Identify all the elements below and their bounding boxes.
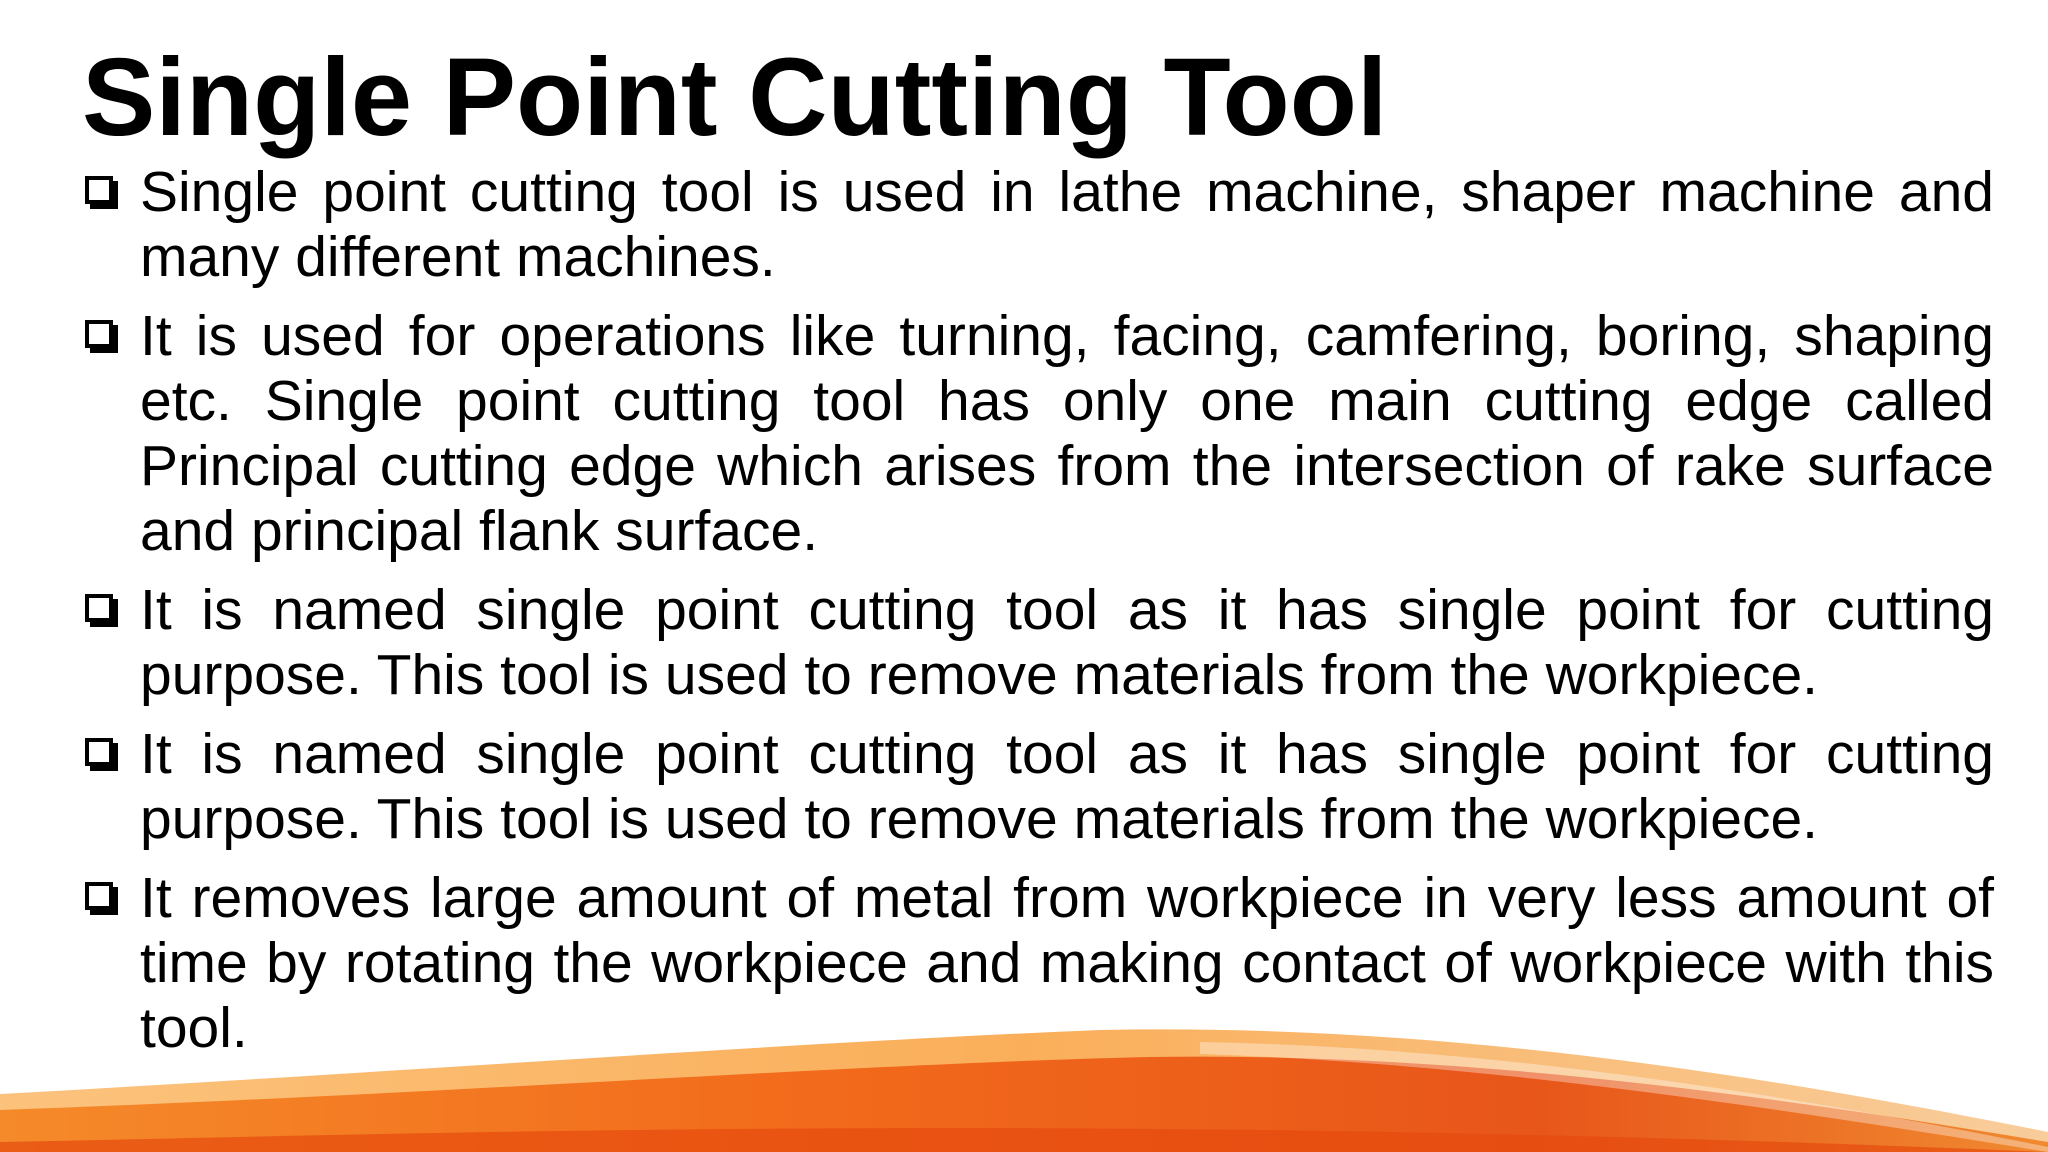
- bullet-item: [82, 304, 1994, 564]
- hollow-square-bullet-icon: [85, 176, 113, 204]
- slide-title: Single Point Cutting Tool: [82, 36, 1388, 159]
- bullet-text: It removes large amount of metal from workpiece in very less amount of time by rotating the workpiece and making contact of workpiece with this tool.: [140, 866, 1994, 1060]
- bullet-item: [82, 722, 1994, 852]
- bullet-text: Single point cutting tool is used in lathe machine, shaper machine and many different machines.: [140, 160, 1994, 289]
- bullet-list: [82, 160, 1994, 1075]
- bullet-item: [82, 866, 1994, 1061]
- bullet-text: It is named single point cutting tool as it has single point for cutting purpose. This tool is used to remove materials from the workpiece.: [140, 578, 1994, 707]
- hollow-square-bullet-icon: [85, 594, 113, 622]
- hollow-square-bullet-icon: [85, 882, 113, 910]
- hollow-square-bullet-icon: [85, 738, 113, 766]
- bullet-text: It is used for operations like turning, facing, camfering, boring, shaping etc. Single point cutting tool has only one main cutting edge called Principal cutting edge which arises from the intersection of rake surface and principal flank surface.: [140, 304, 1994, 563]
- bullet-text: It is named single point cutting tool as it has single point for cutting purpose. This tool is used to remove materials from the workpiece.: [140, 722, 1994, 851]
- bullet-item: [82, 160, 1994, 290]
- hollow-square-bullet-icon: [85, 320, 113, 348]
- bullet-item: [82, 578, 1994, 708]
